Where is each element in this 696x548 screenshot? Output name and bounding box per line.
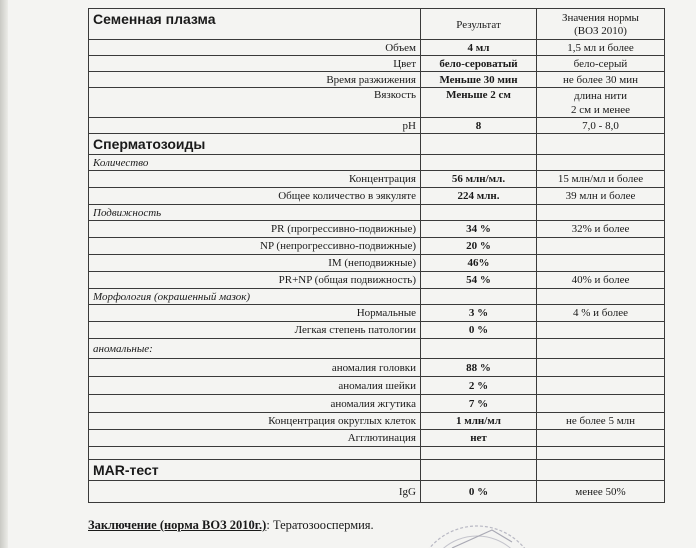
table-row (89, 88, 665, 118)
norm-column-header (537, 9, 665, 40)
row-result: 3 % (421, 305, 537, 322)
row-norm (537, 238, 665, 255)
row-result: 8 (421, 118, 537, 134)
norm-line2: 2 см и менее (571, 103, 630, 116)
row-result: 0 % (421, 481, 537, 503)
row-norm: 40% и более (537, 272, 665, 289)
row-norm (537, 255, 665, 272)
row-label: аномалия головки (89, 359, 421, 377)
row-norm: 15 млн/мл и более (537, 171, 665, 188)
row-label: PR (прогрессивно-подвижные) (89, 221, 421, 238)
section-title-mar: MAR-тест (89, 460, 421, 481)
row-result: Меньше 30 мин (421, 72, 537, 88)
row-result: 88 % (421, 359, 537, 377)
row-norm: 7,0 - 8,0 (537, 118, 665, 134)
row-result: 46% (421, 255, 537, 272)
table-row (89, 221, 665, 238)
table-row (89, 413, 665, 430)
row-label: Нормальные (89, 305, 421, 322)
table-row (89, 255, 665, 272)
norm-line1: длина нити (574, 89, 627, 102)
row-label: IM (неподвижные) (89, 255, 421, 272)
row-label: pH (89, 118, 421, 134)
subheader-row (89, 205, 665, 221)
row-norm (537, 88, 665, 118)
table-row (89, 118, 665, 134)
row-label: Общее количество в эякуляте (89, 188, 421, 205)
row-norm (537, 377, 665, 395)
row-result: 224 млн. (421, 188, 537, 205)
page-edge-shadow (0, 0, 8, 548)
conclusion: Заключение (норма ВОЗ 2010г.): Тератозооспермия. (88, 518, 374, 532)
result-column-header: Результат (421, 9, 537, 40)
subheader-motility: Подвижность (89, 205, 421, 221)
subheader-row (89, 289, 665, 305)
row-label: NP (непрогрессивно-подвижные) (89, 238, 421, 255)
row-label: Объем (89, 40, 421, 56)
row-label: аномалия жгутика (89, 395, 421, 413)
subheader-row (89, 155, 665, 171)
norm-header-line2: (ВОЗ 2010) (574, 25, 627, 37)
table-row (89, 238, 665, 255)
row-result: 56 млн/мл. (421, 171, 537, 188)
row-result: 34 % (421, 221, 537, 238)
norm-header-line1: Значения нормы (562, 12, 639, 24)
section-title-sperm: Сперматозоиды (89, 134, 421, 155)
row-norm (537, 430, 665, 447)
row-norm (537, 322, 665, 339)
row-norm: 4 % и более (537, 305, 665, 322)
table-row (89, 188, 665, 205)
row-result: бело-сероватый (421, 56, 537, 72)
row-result: Меньше 2 см (421, 88, 537, 118)
row-label: Концентрация (89, 171, 421, 188)
row-result: нет (421, 430, 537, 447)
table-row (89, 272, 665, 289)
table-row (89, 171, 665, 188)
row-norm: 1,5 мл и более (537, 40, 665, 56)
sperm-header-row (89, 134, 665, 155)
table-row (89, 481, 665, 503)
table-row (89, 40, 665, 56)
subheader-abnormal: аномальные: (89, 339, 421, 359)
conclusion-label: Заключение (норма ВОЗ 2010г.) (88, 518, 267, 532)
row-result: 4 мл (421, 40, 537, 56)
row-norm: 39 млн и более (537, 188, 665, 205)
row-norm: менее 50% (537, 481, 665, 503)
mar-header-row (89, 460, 665, 481)
row-label: Концентрация округлых клеток (89, 413, 421, 430)
table-row (89, 395, 665, 413)
row-norm: не более 5 млн (537, 413, 665, 430)
row-label: Время разжижения (89, 72, 421, 88)
row-norm: не более 30 мин (537, 72, 665, 88)
row-label: Вязкость (89, 88, 421, 118)
partial-seal-stamp (412, 508, 542, 548)
row-label: аномалия шейки (89, 377, 421, 395)
table-row (89, 430, 665, 447)
conclusion-text: Тератозооспермия. (272, 518, 374, 532)
semen-analysis-table (88, 8, 665, 503)
subheader-morphology: Морфология (окрашенный мазок) (89, 289, 421, 305)
plasma-header-row (89, 9, 665, 40)
subheader-row (89, 339, 665, 359)
row-result: 1 млн/мл (421, 413, 537, 430)
row-result: 54 % (421, 272, 537, 289)
section-title-plasma: Семенная плазма (89, 9, 421, 40)
table-row (89, 56, 665, 72)
row-result: 0 % (421, 322, 537, 339)
table-row (89, 359, 665, 377)
row-norm: 32% и более (537, 221, 665, 238)
row-norm (537, 395, 665, 413)
spacer-row (89, 447, 665, 460)
row-label: PR+NP (общая подвижность) (89, 272, 421, 289)
table-row (89, 72, 665, 88)
row-result: 20 % (421, 238, 537, 255)
table-row (89, 322, 665, 339)
row-result: 2 % (421, 377, 537, 395)
row-label: Агглютинация (89, 430, 421, 447)
row-label: Легкая степень патологии (89, 322, 421, 339)
row-norm: бело-серый (537, 56, 665, 72)
row-label: Цвет (89, 56, 421, 72)
subheader-quantity: Количество (89, 155, 421, 171)
table-row (89, 305, 665, 322)
table-row (89, 377, 665, 395)
row-result: 7 % (421, 395, 537, 413)
row-label: IgG (89, 481, 421, 503)
row-norm (537, 359, 665, 377)
